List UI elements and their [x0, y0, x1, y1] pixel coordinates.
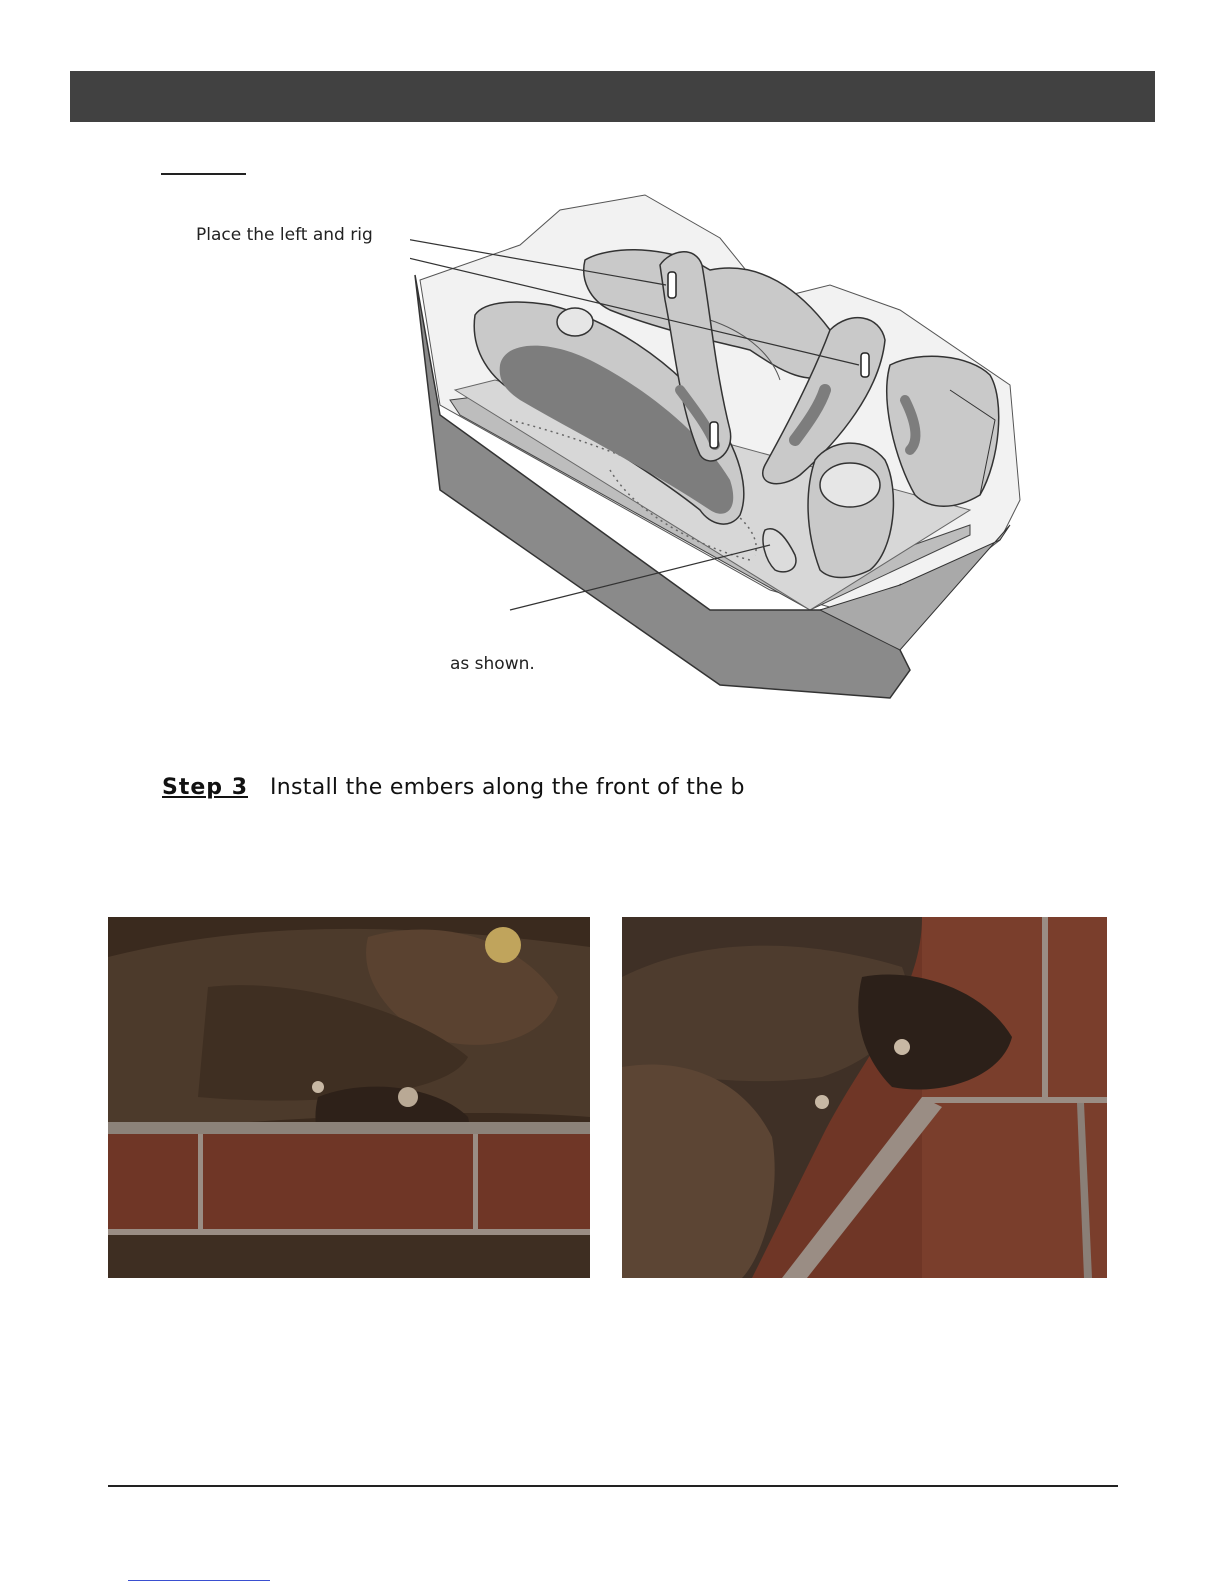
step-3-instruction: [162, 775, 745, 800]
front-right-log-end: [820, 463, 880, 507]
pin-left-rear: [668, 272, 676, 298]
bottom-link-underline[interactable]: [128, 1580, 270, 1581]
left-log-end: [557, 308, 593, 336]
footer-rule: [108, 1485, 1118, 1487]
pin-center: [710, 422, 718, 448]
callout-pins-text: Place the left and rig: [196, 225, 373, 245]
callout-ember-text: as shown.: [450, 654, 535, 674]
ember-photo-right: [622, 917, 1107, 1278]
ember-photo-left: [108, 917, 590, 1278]
log-placement-diagram: [410, 190, 1040, 710]
step-heading-underline: [161, 173, 246, 175]
pin-right: [861, 353, 869, 377]
step-3-label: Step 3: [162, 775, 248, 800]
header-bar: [70, 71, 1155, 122]
step-3-text: Install the embers along the front of the b: [270, 775, 745, 800]
